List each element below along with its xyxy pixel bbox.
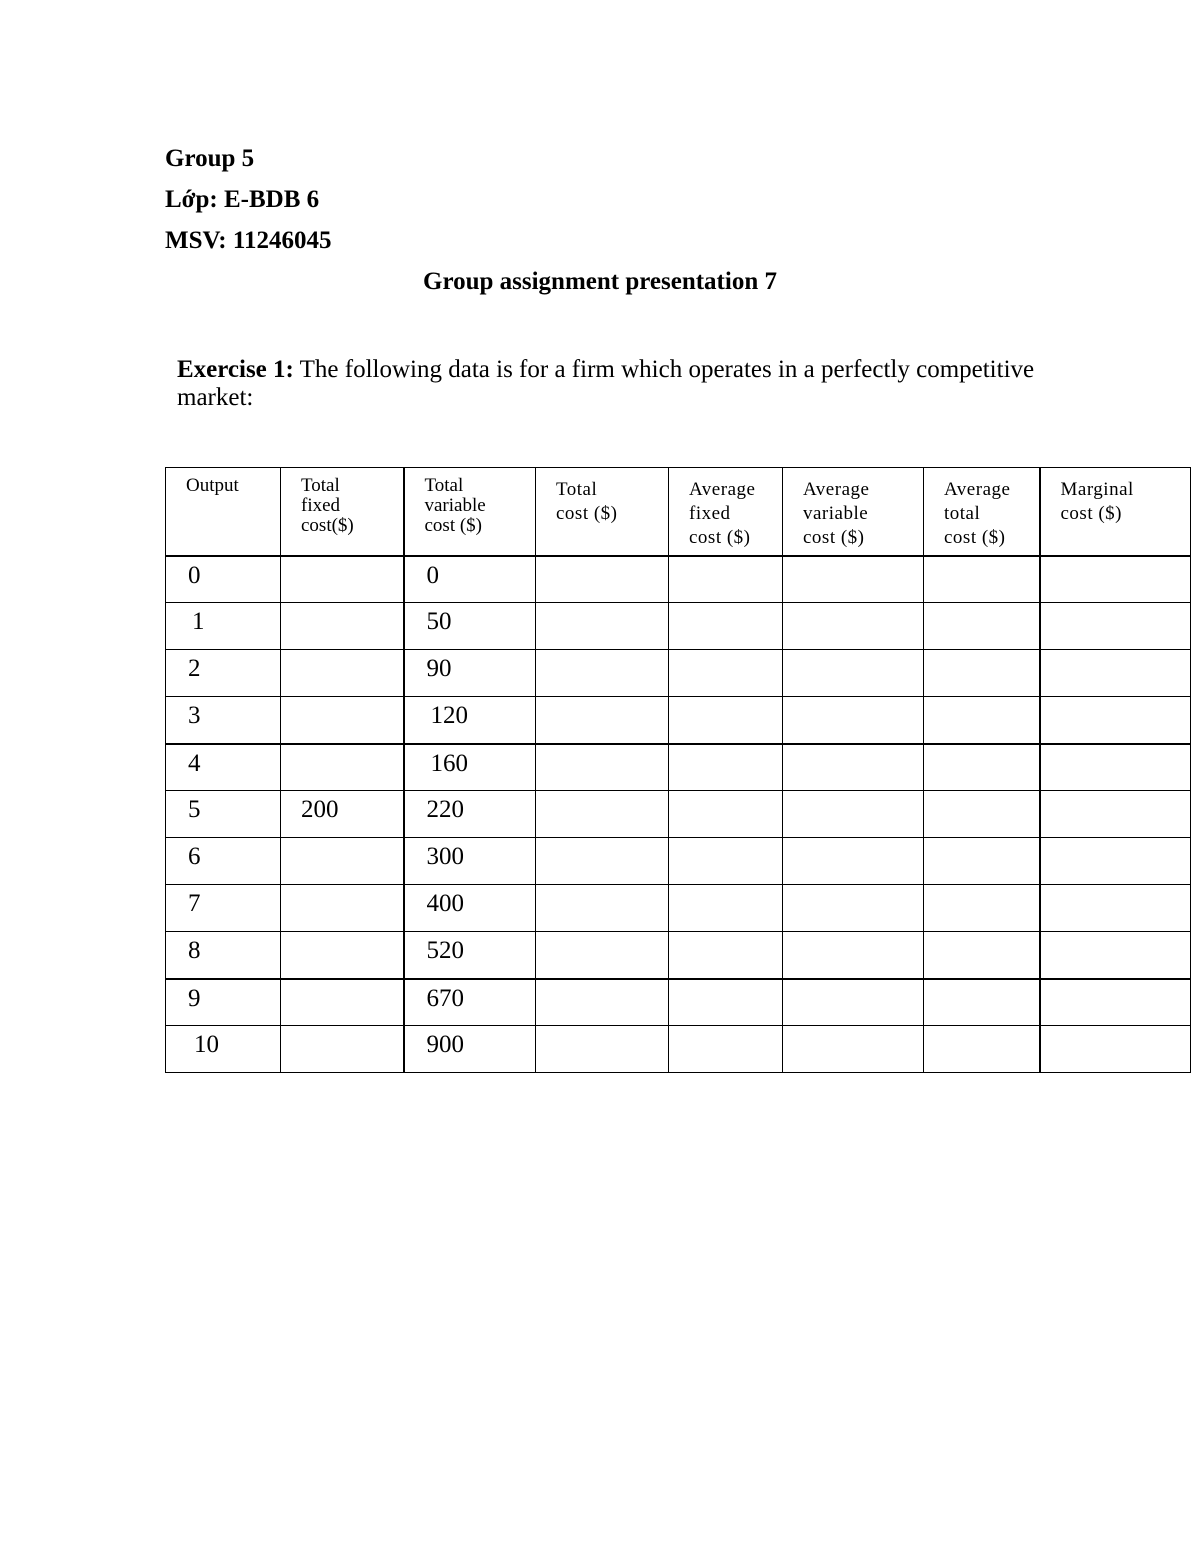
- table-cell-average-variable-cost: [783, 932, 924, 979]
- table-cell-total-variable-cost: 50: [404, 603, 536, 650]
- table-row: [166, 556, 1191, 603]
- table-cell-output: 5: [166, 791, 281, 838]
- column-header-line: fixed: [301, 495, 341, 516]
- table-cell-total-variable-cost: 520: [404, 932, 536, 979]
- table-cell-total-fixed-cost: [281, 979, 404, 1026]
- table-cell-marginal-cost: [1040, 556, 1191, 603]
- table-cell-marginal-cost: [1040, 603, 1191, 650]
- table-cell-total-fixed-cost: [281, 556, 404, 603]
- class-label: Lớp: E-BDB 6: [165, 186, 320, 213]
- table-cell-average-variable-cost: [783, 650, 924, 697]
- table-cell-average-total-cost: [924, 932, 1040, 979]
- table-cell-average-variable-cost: [783, 885, 924, 932]
- table-cell-output: 10: [166, 1026, 281, 1073]
- column-header-line: cost ($): [1060, 503, 1123, 524]
- table-cell-average-fixed-cost: [669, 650, 783, 697]
- table-cell-total-fixed-cost: [281, 603, 404, 650]
- table-cell-average-variable-cost: [783, 697, 924, 744]
- table-cell-average-fixed-cost: [669, 1026, 783, 1073]
- table-cell-total-cost: [536, 838, 669, 885]
- table-cell-average-total-cost: [924, 556, 1040, 603]
- table-cell-average-fixed-cost: [669, 697, 783, 744]
- table-cell-average-fixed-cost: [669, 932, 783, 979]
- table-cell-total-variable-cost: 120: [404, 697, 536, 744]
- table-cell-marginal-cost: [1040, 744, 1191, 791]
- table-cell-average-total-cost: [924, 603, 1040, 650]
- table-cell-total-cost: [536, 885, 669, 932]
- table-cell-average-total-cost: [924, 838, 1040, 885]
- table-cell-total-cost: [536, 744, 669, 791]
- table-cell-average-total-cost: [924, 697, 1040, 744]
- column-header-line: cost($): [301, 515, 354, 536]
- column-header-line: Total: [556, 479, 598, 500]
- table-cell-average-fixed-cost: [669, 791, 783, 838]
- exercise-label: Exercise 1:: [177, 356, 294, 383]
- column-header-line: total: [944, 503, 981, 524]
- table-cell-average-fixed-cost: [669, 744, 783, 791]
- table-cell-total-cost: [536, 697, 669, 744]
- table-cell-output: 9: [166, 979, 281, 1026]
- exercise-prompt: [177, 356, 1037, 412]
- table-cell-average-fixed-cost: [669, 838, 783, 885]
- table-cell-marginal-cost: [1040, 650, 1191, 697]
- column-header-line: variable: [803, 503, 869, 524]
- table-cell-average-fixed-cost: [669, 979, 783, 1026]
- column-header-average-variable-cost: [783, 468, 924, 556]
- column-header-total-fixed-cost: [281, 468, 404, 556]
- table-cell-output: 8: [166, 932, 281, 979]
- table-cell-total-variable-cost: 220: [404, 791, 536, 838]
- table-cell-average-total-cost: [924, 885, 1040, 932]
- table-cell-average-variable-cost: [783, 744, 924, 791]
- exercise-text: The following data is for a firm which operates in a perfectly competitive market:: [177, 356, 1035, 411]
- column-header-total-cost: [536, 468, 669, 556]
- table-cell-total-cost: [536, 556, 669, 603]
- table-cell-total-fixed-cost: [281, 697, 404, 744]
- table-cell-marginal-cost: [1040, 979, 1191, 1026]
- column-header-line: Total: [424, 475, 464, 496]
- column-header-line: Total: [301, 475, 340, 496]
- table-cell-total-variable-cost: 160: [404, 744, 536, 791]
- table-cell-marginal-cost: [1040, 791, 1191, 838]
- table-cell-total-variable-cost: 400: [404, 885, 536, 932]
- table-body: [166, 556, 1191, 1073]
- table-cell-total-variable-cost: 90: [404, 650, 536, 697]
- table-row: [166, 744, 1191, 791]
- table-cell-average-variable-cost: [783, 791, 924, 838]
- column-header-average-total-cost: [924, 468, 1040, 556]
- table-cell-total-variable-cost: 300: [404, 838, 536, 885]
- table-row: [166, 838, 1191, 885]
- cost-table: [165, 467, 1191, 1073]
- column-header-line: variable: [424, 495, 486, 516]
- column-header-line: Average: [689, 479, 756, 500]
- table-cell-total-cost: [536, 791, 669, 838]
- column-header-output: [166, 468, 281, 556]
- table-cell-total-fixed-cost: [281, 932, 404, 979]
- table-row: [166, 697, 1191, 744]
- column-header-line: Average: [803, 479, 870, 500]
- document-title: Group assignment presentation 7: [423, 268, 777, 295]
- table-cell-average-variable-cost: [783, 1026, 924, 1073]
- column-header-line: Marginal: [1060, 479, 1134, 500]
- table-row: [166, 979, 1191, 1026]
- table-row: [166, 1026, 1191, 1073]
- column-header-line: cost ($): [556, 503, 618, 524]
- table-cell-total-fixed-cost: [281, 885, 404, 932]
- table-cell-marginal-cost: [1040, 885, 1191, 932]
- table-cell-average-total-cost: [924, 791, 1040, 838]
- table-cell-average-total-cost: [924, 650, 1040, 697]
- table-cell-average-total-cost: [924, 979, 1040, 1026]
- table-cell-output: 0: [166, 556, 281, 603]
- table-cell-output: 2: [166, 650, 281, 697]
- column-header-line: cost ($): [689, 527, 751, 548]
- table-row: [166, 885, 1191, 932]
- table-cell-average-variable-cost: [783, 838, 924, 885]
- table-cell-average-fixed-cost: [669, 556, 783, 603]
- table-cell-total-cost: [536, 979, 669, 1026]
- table-cell-total-cost: [536, 650, 669, 697]
- table-cell-total-fixed-cost: [281, 1026, 404, 1073]
- table-cell-average-variable-cost: [783, 603, 924, 650]
- table-cell-output: 3: [166, 697, 281, 744]
- table-row: [166, 932, 1191, 979]
- table-cell-average-variable-cost: [783, 556, 924, 603]
- table-cell-output: 1: [166, 603, 281, 650]
- table-cell-total-variable-cost: 0: [404, 556, 536, 603]
- table-cell-output: 6: [166, 838, 281, 885]
- table-cell-average-total-cost: [924, 744, 1040, 791]
- table-cell-total-cost: [536, 603, 669, 650]
- table-cell-total-fixed-cost: [281, 744, 404, 791]
- table-row: [166, 791, 1191, 838]
- table-cell-total-variable-cost: 900: [404, 1026, 536, 1073]
- table-row: [166, 650, 1191, 697]
- group-label: Group 5: [165, 145, 255, 172]
- table-cell-average-variable-cost: [783, 979, 924, 1026]
- table-cell-total-cost: [536, 932, 669, 979]
- column-header-line: cost ($): [803, 527, 865, 548]
- column-header-total-variable-cost: [404, 468, 536, 556]
- table-cell-marginal-cost: [1040, 1026, 1191, 1073]
- column-header-line: Output: [186, 475, 239, 496]
- table-cell-marginal-cost: [1040, 932, 1191, 979]
- column-header-line: cost ($): [424, 515, 483, 536]
- table-cell-total-variable-cost: 670: [404, 979, 536, 1026]
- table-cell-total-fixed-cost: [281, 838, 404, 885]
- column-header-line: Average: [944, 479, 1011, 500]
- table-cell-output: 4: [166, 744, 281, 791]
- header-row: [166, 468, 1191, 556]
- table-cell-average-fixed-cost: [669, 885, 783, 932]
- column-header-line: cost ($): [944, 527, 1006, 548]
- table-cell-average-total-cost: [924, 1026, 1040, 1073]
- table-cell-output: 7: [166, 885, 281, 932]
- table-cell-marginal-cost: [1040, 697, 1191, 744]
- table-cell-total-fixed-cost: 200: [281, 791, 404, 838]
- table-cell-total-fixed-cost: [281, 650, 404, 697]
- column-header-line: fixed: [689, 503, 731, 524]
- column-header-marginal-cost: [1040, 468, 1191, 556]
- table-cell-total-cost: [536, 1026, 669, 1073]
- student-id-label: MSV: 11246045: [165, 227, 332, 254]
- table-row: [166, 603, 1191, 650]
- column-header-average-fixed-cost: [669, 468, 783, 556]
- table-cell-average-fixed-cost: [669, 603, 783, 650]
- table-cell-marginal-cost: [1040, 838, 1191, 885]
